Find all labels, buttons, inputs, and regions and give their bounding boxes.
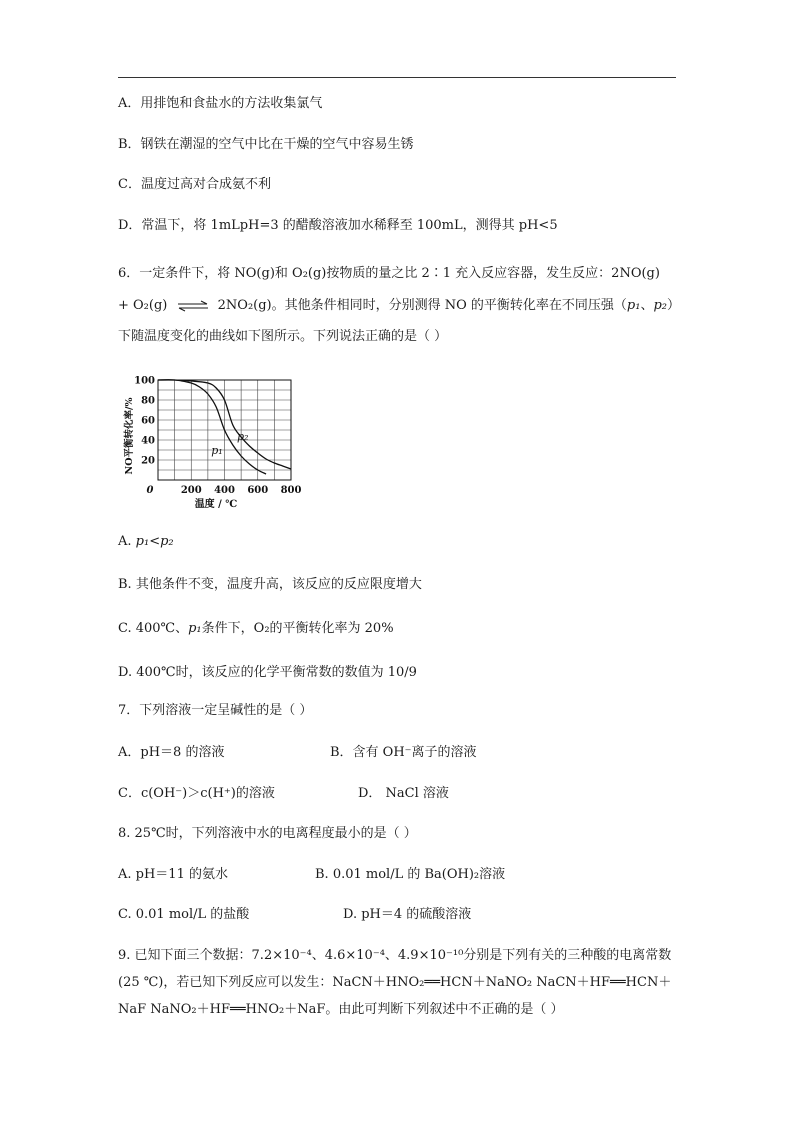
- q6-stem-line3: 下随温度变化的曲线如下图所示。下列说法正确的是（ ）: [118, 329, 448, 344]
- q6-option-d: D. 400℃时，该反应的化学平衡常数的数值为 10/9: [118, 665, 417, 680]
- q5-option-b: B．钢铁在潮湿的空气中比在干燥的空气中容易生锈: [118, 137, 414, 152]
- q7-option-b: B．含有 OH⁻离子的溶液: [330, 745, 477, 760]
- q6-stem-line1: 6．一定条件下，将 NO(g)和 O₂(g)按物质的量之比 2∶1 充入反应容器，发生反应：2NO(g): [118, 266, 660, 281]
- q6-option-b: B. 其他条件不变，温度升高，该反应的反应限度增大: [118, 577, 422, 592]
- q9-stem-line2: (25 ℃)，若已知下列反应可以发生：NaCN＋HNO₂══HCN＋NaNO₂ NaCN＋HF══HCN＋: [118, 975, 672, 990]
- q9-stem-line3: NaF NaNO₂＋HF══HNO₂＋NaF。由此可判断下列叙述中不正确的是（ ）: [118, 1002, 564, 1017]
- q6-product-text: 2NO₂(g)。其他条件相同时，分别测得 NO 的平衡转化率在不同压强（: [217, 298, 627, 313]
- q7-option-a: A．pH＝8 的溶液: [118, 745, 225, 760]
- q9-stem-line1: 9. 已知下面三个数据：7.2×10⁻⁴、4.6×10⁻⁴、4.9×10⁻¹⁰分别是下列有关的三种酸的电离常数: [118, 948, 672, 963]
- x-tick-label: 800: [280, 485, 302, 496]
- q6-o2-term: + O₂(g): [118, 298, 168, 313]
- q8-option-d: D. pH＝4 的硫酸溶液: [343, 907, 472, 922]
- y-tick-label: 80: [141, 395, 155, 407]
- x-tick-label: 200: [180, 485, 202, 496]
- q6-close-paren: ）: [667, 298, 681, 313]
- q6-option-a-prefix: A.: [118, 534, 136, 549]
- q6-stem-line2: [118, 298, 680, 314]
- q6-comma: 、: [640, 298, 654, 313]
- series-label-p2: p₂: [236, 430, 249, 443]
- x-tick-label: 600: [247, 485, 269, 496]
- q7-stem: 7．下列溶液一定呈碱性的是（ ）: [118, 703, 313, 718]
- q6-option-c: [118, 621, 394, 637]
- conversion-chart: [112, 366, 312, 508]
- y-tick-label: 20: [141, 455, 155, 467]
- q5-option-c: C．温度过高对合成氨不利: [118, 177, 271, 192]
- q8-stem: 8. 25℃时，下列溶液中水的电离程度最小的是（ ）: [118, 826, 417, 841]
- series-label-p1: p₁: [211, 444, 223, 457]
- y-axis-label: NO平衡转化率/%: [124, 397, 135, 475]
- q5-option-d: D．常温下，将 1mLpH=3 的醋酸溶液加水稀释至 100mL，测得其 pH<5: [118, 218, 558, 233]
- equilibrium-arrow-icon: [176, 300, 210, 312]
- q6-p1: p₁: [626, 298, 641, 313]
- q8-option-b: B. 0.01 mol/L 的 Ba(OH)₂溶液: [315, 867, 506, 882]
- q6-option-c-prefix: C. 400℃、: [118, 621, 189, 636]
- q8-option-c: C. 0.01 mol/L 的盐酸: [118, 907, 250, 922]
- q5-option-a: A．用排饱和食盐水的方法收集氯气: [118, 96, 323, 111]
- q6-p2: p₂: [653, 298, 668, 313]
- y-tick-label: 100: [134, 375, 155, 387]
- x-axis-label: 温度 / ℃: [194, 499, 238, 508]
- q6-option-a-p2: p₂: [160, 534, 174, 549]
- q7-option-d: D． NaCl 溶液: [358, 786, 449, 801]
- q6-option-a-sep: <: [149, 534, 161, 549]
- q8-option-a: A. pH＝11 的氨水: [118, 867, 228, 882]
- q7-option-c: C．c(OH⁻)＞c(H⁺)的溶液: [118, 786, 275, 801]
- q6-option-a-p1: p₁: [135, 534, 150, 549]
- q6-option-a: [118, 534, 174, 550]
- y-tick-label: 40: [141, 435, 155, 447]
- y-tick-label: 60: [141, 415, 155, 427]
- q6-option-c-p1: p₁: [188, 621, 202, 636]
- q6-option-c-rest: 条件下，O₂的平衡转化率为 20%: [201, 621, 394, 636]
- x-tick-label: 400: [214, 485, 235, 496]
- header-rule: [118, 77, 676, 78]
- x-tick-label: 0: [146, 485, 154, 496]
